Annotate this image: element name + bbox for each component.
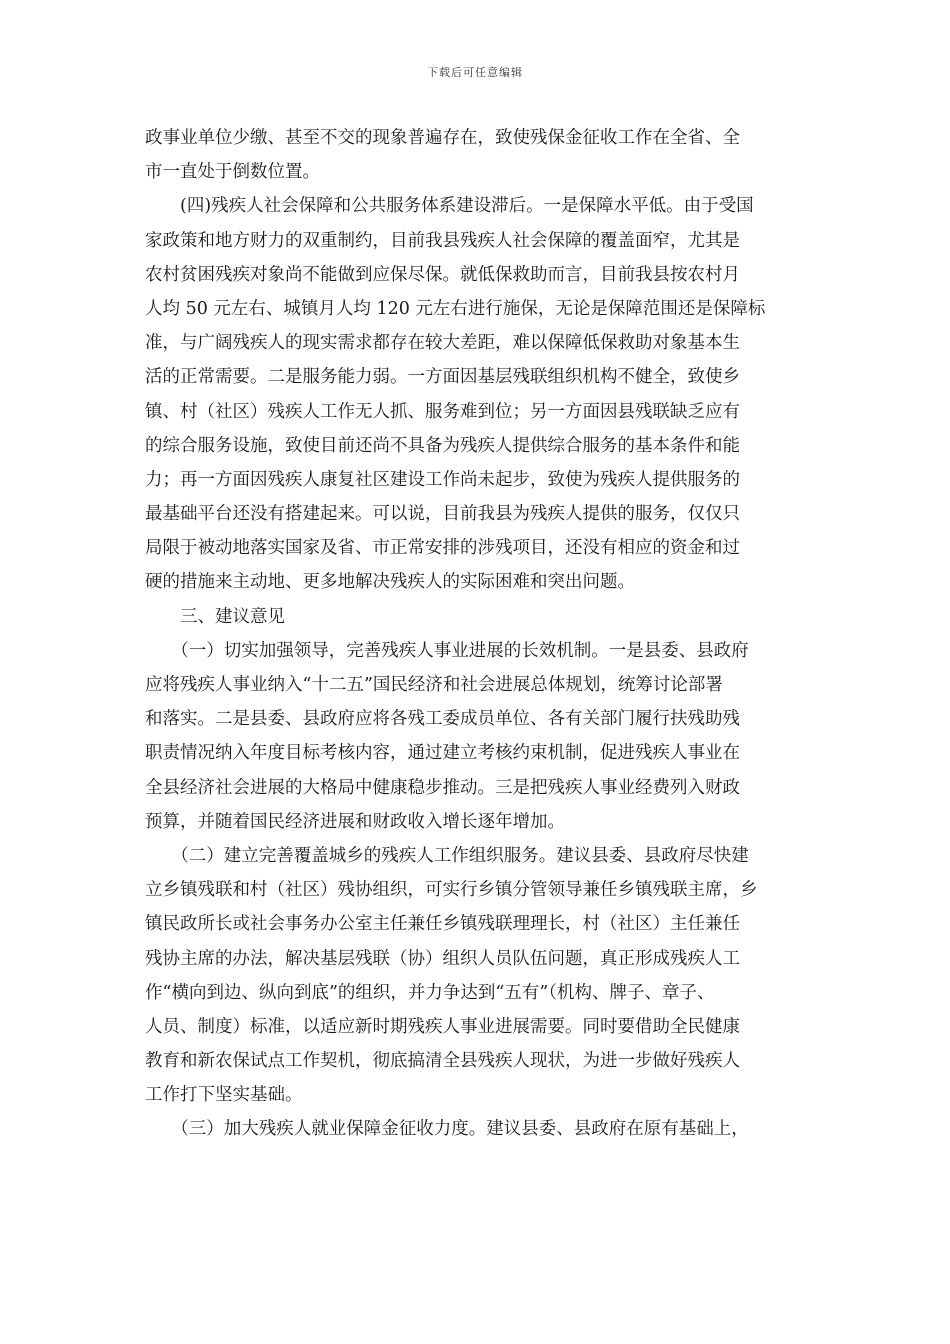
page-header: 下载后可任意编辑 [427, 66, 523, 79]
text-line: 人员、制度）标准，以适应新时期残疾人事业进展需要。同时要借助全民健康 [145, 1016, 740, 1037]
text-line: 立乡镇残联和村（社区）残协组织，可实行乡镇分管领导兼任乡镇残联主席，乡 [145, 880, 758, 901]
text-line: 残协主席的办法，解决基层残联（协）组织人员队伍问题，真正形成残疾人工 [145, 948, 740, 969]
text-line: 硬的措施来主动地、更多地解决残疾人的实际困难和突出问题。 [145, 572, 635, 593]
text-line: 人均 50 元左右、城镇月人均 120 元左右进行施保，无论是保障范围还是保障标 [145, 298, 766, 319]
text-line: 三、建议意见 [145, 606, 285, 627]
text-line: （三）加大残疾人就业保障金征收力度。建议县委、县政府在原有基础上， [145, 1119, 749, 1140]
text-line: 政事业单位少缴、甚至不交的现象普遍存在，致使残保金征收工作在全省、全 [145, 128, 740, 148]
text-line: 应将残疾人事业纳入“十二五”国民经济和社会进展总体规划，统筹讨论部署 [145, 675, 723, 695]
text-line: （一）切实加强领导，完善残疾人事业进展的长效机制。一是县委、县政府 [145, 640, 749, 661]
text-line: （二）建立完善覆盖城乡的残疾人工作组织服务。建议县委、县政府尽快建 [145, 845, 749, 866]
text-line: 作“横向到边、纵向到底”的组织，并力争达到“五有”（机构、牌子、章子、 [145, 982, 715, 1003]
text-line: 准，与广阔残疾人的现实需求都存在较大差距，难以保障低保救助对象基本生 [145, 333, 740, 354]
text-line: 的综合服务设施，致使目前还尚不具备为残疾人提供综合服务的基本条件和能 [145, 435, 740, 456]
text-line: 农村贫困残疾对象尚不能做到应保尽保。就低保救助而言，目前我县按农村月 [145, 264, 740, 285]
text-line: 预算，并随着国民经济进展和财政收入增长逐年增加。 [145, 811, 565, 832]
text-line: 最基础平台还没有搭建起来。可以说，目前我县为残疾人提供的服务，仅仅只 [145, 504, 740, 525]
text-line: 市一直处于倒数位置。 [145, 162, 320, 183]
text-line: 镇民政所长或社会事务办公室主任兼任乡镇残联理理长，村（社区）主任兼任 [145, 914, 740, 935]
text-line: 家政策和地方财力的双重制约，目前我县残疾人社会保障的覆盖面窄，尤其是 [145, 230, 740, 251]
text-line: 教育和新农保试点工作契机，彻底搞清全县残疾人现状，为进一步做好残疾人 [145, 1051, 740, 1072]
text-line: 和落实。二是县委、县政府应将各残工委成员单位、各有关部门履行扶残助残 [145, 709, 740, 730]
text-line: 力；再一方面因残疾人康复社区建设工作尚未起步，致使为残疾人提供服务的 [145, 469, 740, 490]
text-line: (四)残疾人社会保障和公共服务体系建设滞后。一是保障水平低。由于受国 [145, 196, 754, 217]
document-body [145, 121, 811, 1147]
text-line: 活的正常需要。二是服务能力弱。一方面因基层残联组织机构不健全，致使乡 [145, 367, 740, 388]
text-line: 职责情况纳入年度目标考核内容，通过建立考核约束机制，促进残疾人事业在 [145, 743, 740, 764]
text-line: 镇、村（社区）残疾人工作无人抓、服务难到位；另一方面因县残联缺乏应有 [145, 401, 740, 422]
text-line: 工作打下坚实基础。 [145, 1085, 303, 1106]
text-line: 局限于被动地落实国家及省、市正常安排的涉残项目，还没有相应的资金和过 [145, 538, 740, 559]
text-line: 全县经济社会进展的大格局中健康稳步推动。三是把残疾人事业经费列入财政 [145, 777, 740, 798]
